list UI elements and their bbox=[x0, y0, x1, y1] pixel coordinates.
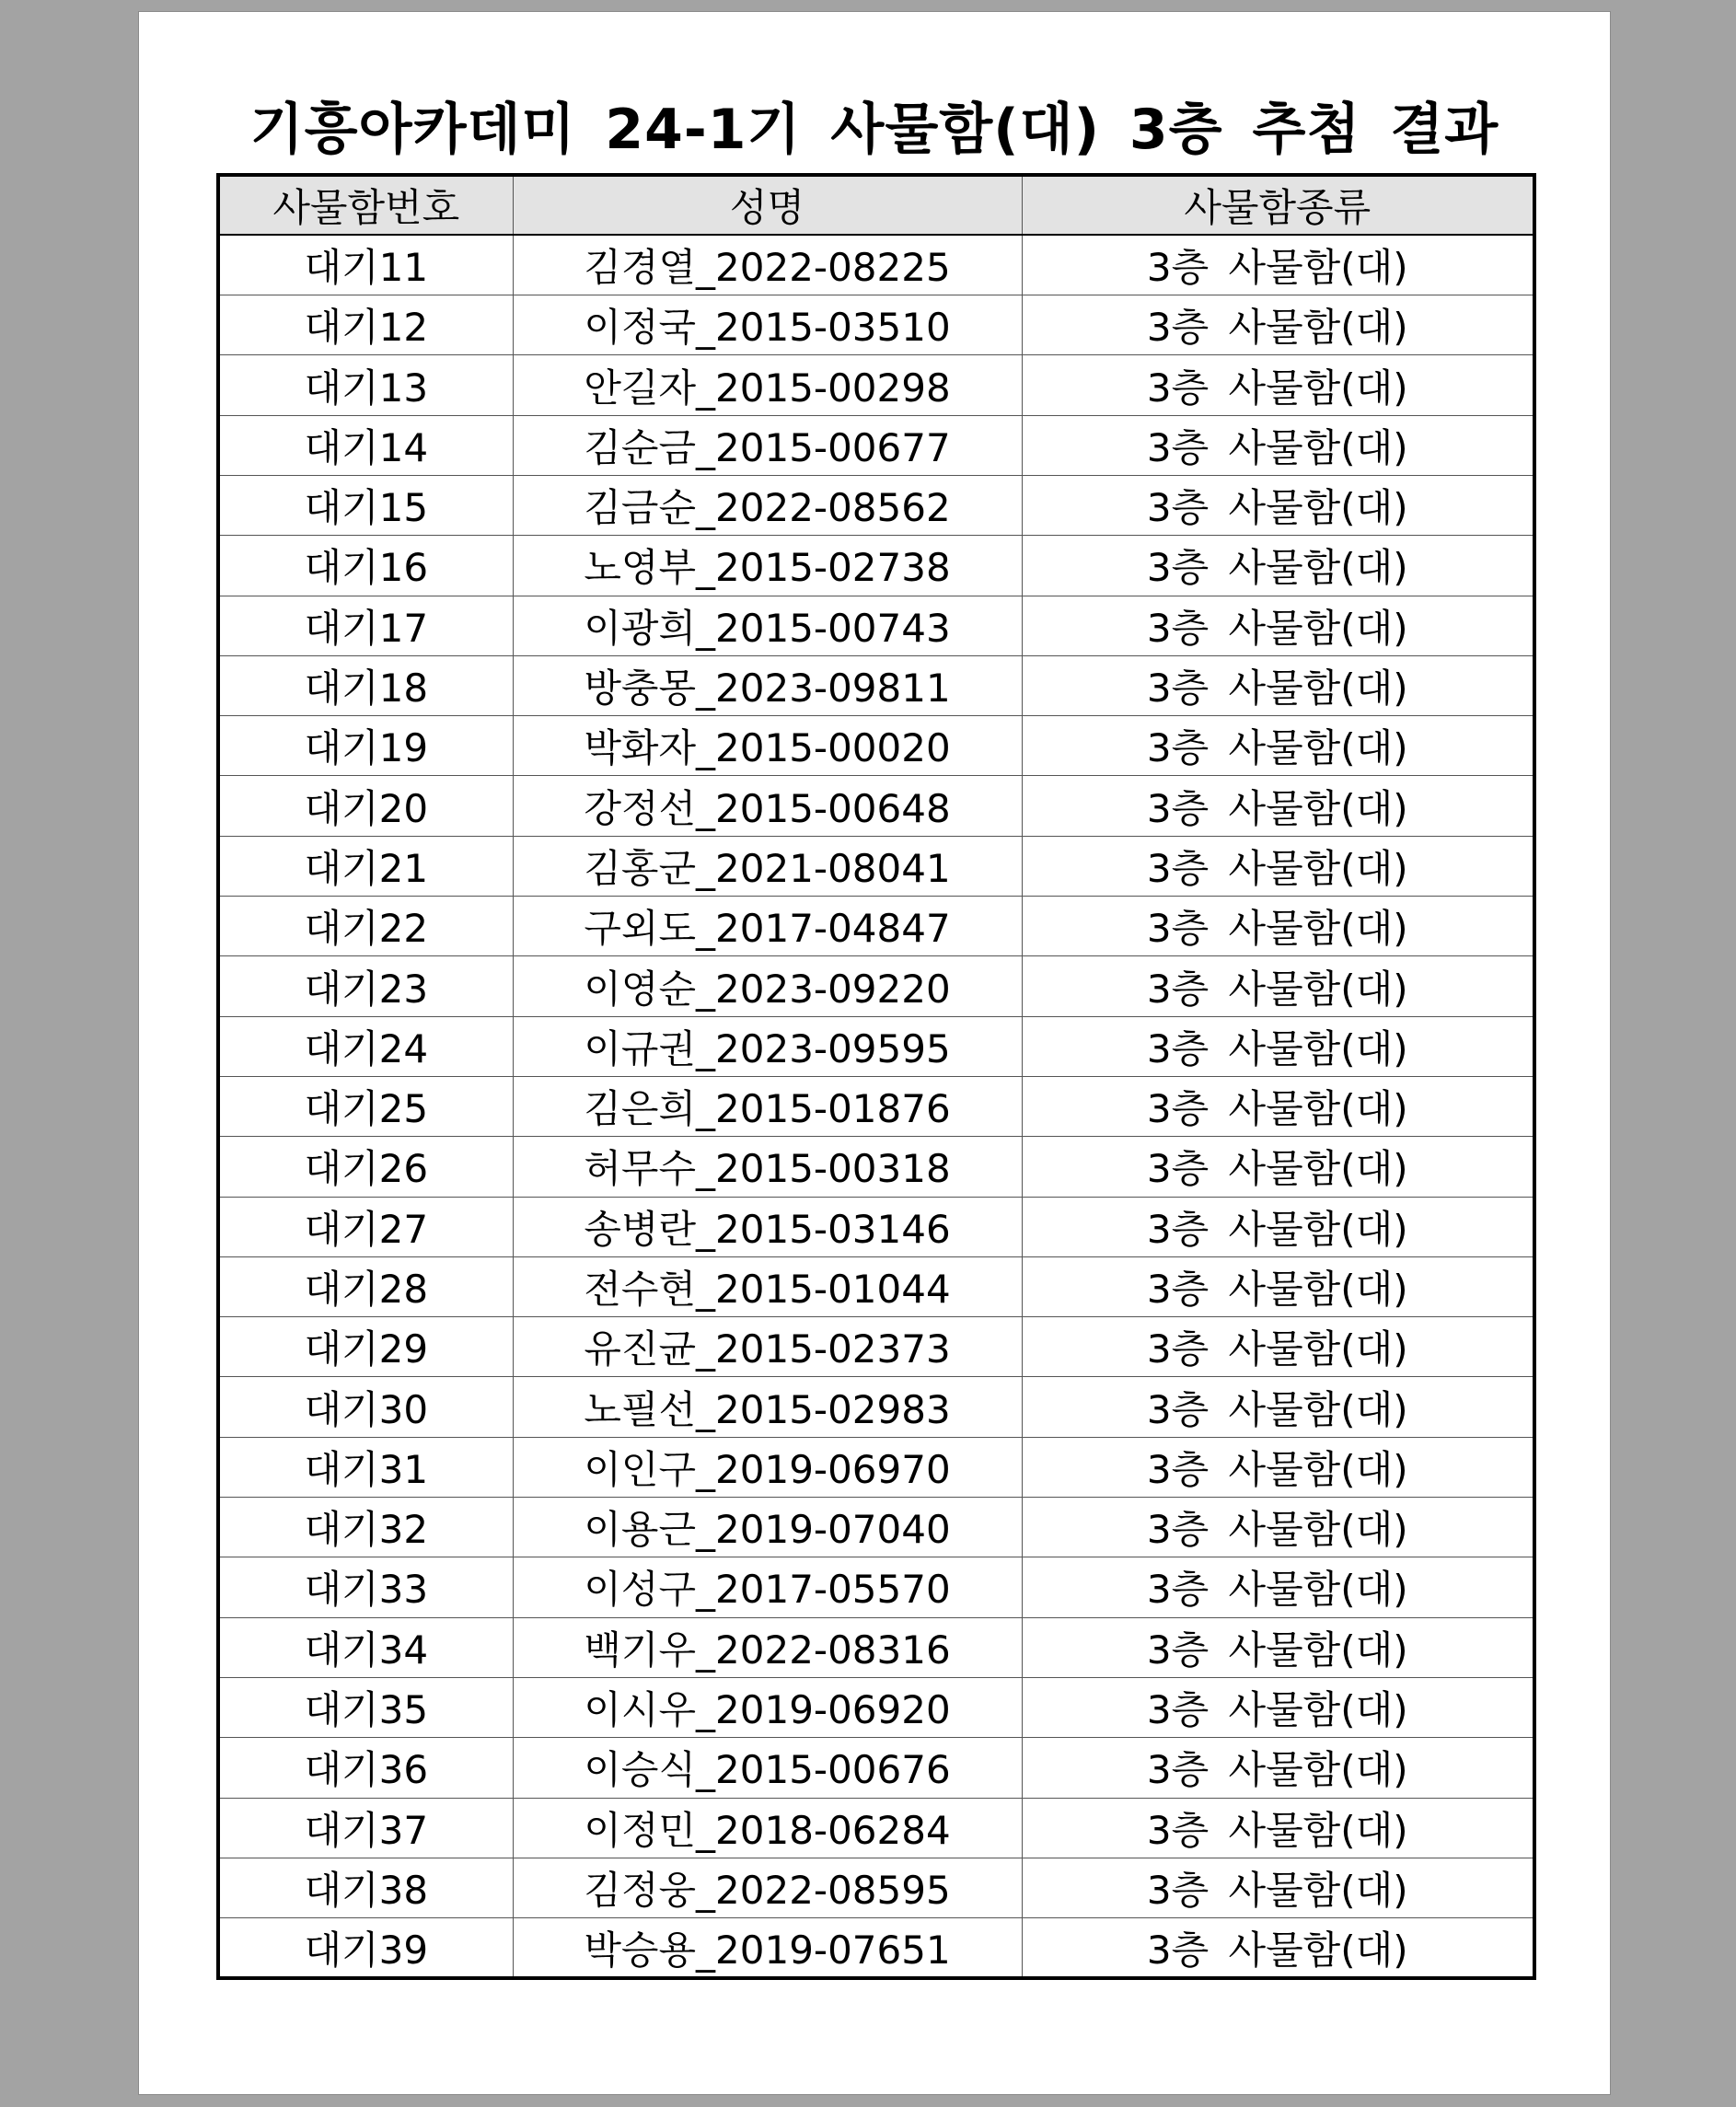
cell-name: 구외도_2017-04847 bbox=[513, 897, 1022, 956]
cell-name: 이인구_2019-06970 bbox=[513, 1437, 1022, 1497]
cell-name: 이규권_2023-09595 bbox=[513, 1016, 1022, 1076]
cell-locker-number: 대기24 bbox=[218, 1016, 513, 1076]
table-row bbox=[218, 716, 1534, 776]
cell-locker-type: 3층 사물함(대) bbox=[1022, 235, 1534, 295]
cell-locker-number: 대기22 bbox=[218, 897, 513, 956]
cell-locker-type: 3층 사물함(대) bbox=[1022, 1918, 1534, 1978]
cell-locker-number: 대기12 bbox=[218, 295, 513, 355]
cell-locker-type: 3층 사물함(대) bbox=[1022, 475, 1534, 535]
cell-locker-number: 대기18 bbox=[218, 655, 513, 715]
cell-locker-number: 대기17 bbox=[218, 596, 513, 655]
header-name: 성명 bbox=[513, 175, 1022, 235]
cell-locker-type: 3층 사물함(대) bbox=[1022, 1256, 1534, 1316]
table-row bbox=[218, 1197, 1534, 1256]
table-row bbox=[218, 1137, 1534, 1197]
cell-locker-number: 대기15 bbox=[218, 475, 513, 535]
cell-locker-type: 3층 사물함(대) bbox=[1022, 1377, 1534, 1437]
cell-locker-number: 대기30 bbox=[218, 1377, 513, 1437]
cell-name: 박승용_2019-07651 bbox=[513, 1918, 1022, 1978]
cell-locker-number: 대기29 bbox=[218, 1317, 513, 1377]
cell-locker-number: 대기19 bbox=[218, 716, 513, 776]
cell-name: 이정민_2018-06284 bbox=[513, 1798, 1022, 1858]
table-row bbox=[218, 1016, 1534, 1076]
cell-name: 강정선_2015-00648 bbox=[513, 776, 1022, 836]
table-row bbox=[218, 1377, 1534, 1437]
table-row bbox=[218, 655, 1534, 715]
cell-name: 박화자_2015-00020 bbox=[513, 716, 1022, 776]
cell-locker-type: 3층 사물함(대) bbox=[1022, 1076, 1534, 1136]
cell-name: 이용근_2019-07040 bbox=[513, 1498, 1022, 1557]
cell-name: 송병란_2015-03146 bbox=[513, 1197, 1022, 1256]
table-row bbox=[218, 1798, 1534, 1858]
cell-locker-type: 3층 사물함(대) bbox=[1022, 956, 1534, 1016]
cell-locker-number: 대기31 bbox=[218, 1437, 513, 1497]
cell-locker-type: 3층 사물함(대) bbox=[1022, 295, 1534, 355]
cell-locker-type: 3층 사물함(대) bbox=[1022, 415, 1534, 475]
cell-locker-type: 3층 사물함(대) bbox=[1022, 1858, 1534, 1917]
table-row bbox=[218, 415, 1534, 475]
table-row bbox=[218, 1076, 1534, 1136]
cell-name: 김순금_2015-00677 bbox=[513, 415, 1022, 475]
cell-locker-type: 3층 사물함(대) bbox=[1022, 897, 1534, 956]
table-row bbox=[218, 956, 1534, 1016]
cell-locker-number: 대기26 bbox=[218, 1137, 513, 1197]
cell-name: 이승식_2015-00676 bbox=[513, 1738, 1022, 1798]
header-locker-number: 사물함번호 bbox=[218, 175, 513, 235]
table-row bbox=[218, 596, 1534, 655]
cell-locker-number: 대기14 bbox=[218, 415, 513, 475]
cell-locker-type: 3층 사물함(대) bbox=[1022, 1617, 1534, 1677]
cell-locker-type: 3층 사물함(대) bbox=[1022, 1798, 1534, 1858]
cell-locker-type: 3층 사물함(대) bbox=[1022, 1317, 1534, 1377]
cell-locker-type: 3층 사물함(대) bbox=[1022, 1016, 1534, 1076]
cell-locker-number: 대기27 bbox=[218, 1197, 513, 1256]
cell-name: 전수현_2015-01044 bbox=[513, 1256, 1022, 1316]
cell-locker-type: 3층 사물함(대) bbox=[1022, 1137, 1534, 1197]
cell-name: 안길자_2015-00298 bbox=[513, 355, 1022, 415]
cell-locker-number: 대기20 bbox=[218, 776, 513, 836]
cell-locker-type: 3층 사물함(대) bbox=[1022, 1557, 1534, 1617]
cell-locker-number: 대기32 bbox=[218, 1498, 513, 1557]
cell-name: 노필선_2015-02983 bbox=[513, 1377, 1022, 1437]
table-row bbox=[218, 897, 1534, 956]
cell-locker-type: 3층 사물함(대) bbox=[1022, 355, 1534, 415]
cell-locker-type: 3층 사물함(대) bbox=[1022, 1197, 1534, 1256]
cell-locker-number: 대기25 bbox=[218, 1076, 513, 1136]
locker-result-table bbox=[216, 173, 1536, 1980]
cell-locker-number: 대기13 bbox=[218, 355, 513, 415]
cell-name: 방충몽_2023-09811 bbox=[513, 655, 1022, 715]
cell-name: 이성구_2017-05570 bbox=[513, 1557, 1022, 1617]
table-header-row bbox=[218, 175, 1534, 235]
cell-name: 이시우_2019-06920 bbox=[513, 1677, 1022, 1737]
cell-locker-number: 대기38 bbox=[218, 1858, 513, 1917]
cell-locker-number: 대기16 bbox=[218, 536, 513, 596]
cell-locker-type: 3층 사물함(대) bbox=[1022, 655, 1534, 715]
cell-name: 유진균_2015-02373 bbox=[513, 1317, 1022, 1377]
table-row bbox=[218, 1498, 1534, 1557]
header-locker-type: 사물함종류 bbox=[1022, 175, 1534, 235]
cell-locker-number: 대기34 bbox=[218, 1617, 513, 1677]
cell-name: 이광희_2015-00743 bbox=[513, 596, 1022, 655]
cell-name: 김금순_2022-08562 bbox=[513, 475, 1022, 535]
table-body bbox=[218, 235, 1534, 1978]
table-row bbox=[218, 1738, 1534, 1798]
cell-locker-number: 대기28 bbox=[218, 1256, 513, 1316]
table-row bbox=[218, 836, 1534, 896]
cell-locker-type: 3층 사물함(대) bbox=[1022, 596, 1534, 655]
cell-locker-type: 3층 사물함(대) bbox=[1022, 716, 1534, 776]
table-row bbox=[218, 1437, 1534, 1497]
cell-locker-number: 대기11 bbox=[218, 235, 513, 295]
document-page bbox=[138, 11, 1611, 2095]
cell-locker-type: 3층 사물함(대) bbox=[1022, 1437, 1534, 1497]
table-row bbox=[218, 1918, 1534, 1978]
cell-locker-type: 3층 사물함(대) bbox=[1022, 1677, 1534, 1737]
cell-locker-number: 대기35 bbox=[218, 1677, 513, 1737]
cell-locker-number: 대기33 bbox=[218, 1557, 513, 1617]
cell-locker-number: 대기36 bbox=[218, 1738, 513, 1798]
page-title: 기흥아카데미 24-1기 사물함(대) 3층 추첨 결과 bbox=[249, 98, 1499, 162]
cell-locker-type: 3층 사물함(대) bbox=[1022, 536, 1534, 596]
cell-name: 김정웅_2022-08595 bbox=[513, 1858, 1022, 1917]
table-row bbox=[218, 475, 1534, 535]
cell-locker-number: 대기39 bbox=[218, 1918, 513, 1978]
table-row bbox=[218, 1617, 1534, 1677]
cell-locker-number: 대기37 bbox=[218, 1798, 513, 1858]
cell-name: 허무수_2015-00318 bbox=[513, 1137, 1022, 1197]
cell-locker-type: 3층 사물함(대) bbox=[1022, 776, 1534, 836]
cell-name: 김홍군_2021-08041 bbox=[513, 836, 1022, 896]
cell-locker-type: 3층 사물함(대) bbox=[1022, 1498, 1534, 1557]
cell-name: 이영순_2023-09220 bbox=[513, 956, 1022, 1016]
cell-name: 김경열_2022-08225 bbox=[513, 235, 1022, 295]
cell-locker-number: 대기23 bbox=[218, 956, 513, 1016]
cell-name: 김은희_2015-01876 bbox=[513, 1076, 1022, 1136]
cell-locker-type: 3층 사물함(대) bbox=[1022, 836, 1534, 896]
table-row bbox=[218, 1677, 1534, 1737]
table-row bbox=[218, 776, 1534, 836]
cell-locker-number: 대기21 bbox=[218, 836, 513, 896]
cell-name: 이정국_2015-03510 bbox=[513, 295, 1022, 355]
cell-name: 노영부_2015-02738 bbox=[513, 536, 1022, 596]
cell-locker-type: 3층 사물함(대) bbox=[1022, 1738, 1534, 1798]
table-row bbox=[218, 295, 1534, 355]
table-row bbox=[218, 1256, 1534, 1316]
table-row bbox=[218, 1557, 1534, 1617]
cell-name: 백기우_2022-08316 bbox=[513, 1617, 1022, 1677]
table-row bbox=[218, 235, 1534, 295]
table-row bbox=[218, 1317, 1534, 1377]
table-row bbox=[218, 355, 1534, 415]
table-row bbox=[218, 1858, 1534, 1917]
table-row bbox=[218, 536, 1534, 596]
